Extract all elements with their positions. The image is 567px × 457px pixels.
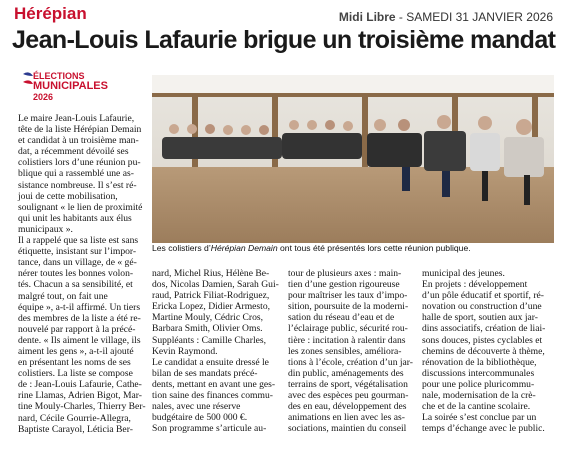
article-line: sation du réseau d’eau et de [288, 312, 395, 324]
article-line: che et de la cantine scolaire. [422, 401, 531, 413]
article-column-2 [152, 268, 280, 434]
article-line: en présentant les noms de ses [18, 357, 131, 369]
article-line: colistiers. La liste se compose [18, 368, 133, 380]
article-headline: Jean-Louis Lafaurie brigue un troisième mandat [12, 26, 556, 54]
article-line: dos, Nicolas Damien, Sarah Gui- [152, 279, 279, 291]
article-line: sons douces, pistes cyclables et [422, 334, 543, 346]
article-line: Kevin Raymond. [152, 345, 218, 357]
article-line: tés. Chacun a sa sensibilité, et [18, 279, 133, 291]
article-line: joui de cette mobilisation, [18, 190, 118, 202]
meeting-photo [152, 75, 554, 243]
article-line: des en eau, développement des [288, 401, 407, 413]
article-line: municipaux ». [18, 223, 73, 235]
article-line: Barbara Smith, Olivier Oms. [152, 323, 263, 335]
article-line: rine Llamas, Adrien Bigot, Mar- [18, 390, 142, 402]
article-line: nérer toutes les bonnes volon- [18, 268, 134, 280]
paper-name: Midi Libre [338, 10, 396, 24]
article-column-4 [422, 268, 553, 434]
meeting-photo-illustration [152, 75, 554, 243]
article-line: Le candidat a ensuite dressé le [152, 356, 269, 368]
logo-line-2: MUNICIPALES [33, 80, 108, 92]
article-line: terrains de sport, végétalisation [288, 378, 408, 390]
article-line: dents, mettant en avant une ges- [152, 378, 276, 390]
logo-line-3: 2026 [33, 92, 54, 102]
article-line: dat, a récemment dévoilé ses [18, 146, 129, 158]
article-line: tance, dans un village, de « gé- [18, 257, 137, 269]
article-line: nard, Cécile Gourrie-Allegra, [18, 412, 131, 424]
article-line: Martine Mouly, Cédric Cros, [152, 312, 264, 324]
article-line: tine Mouly-Charles, Thierry Ber- [18, 401, 146, 413]
article-line: Baptiste Carayol, Léticia Ber- [18, 423, 133, 435]
article-column-1 [18, 113, 146, 435]
caption-post: ont tous été présentés lors cette réunion publique. [277, 243, 471, 253]
article-line: Ericka Lopez, Didier Armesto, [152, 301, 271, 313]
article-line: novation ou construction d’une [422, 301, 542, 313]
article-column-3 [288, 268, 416, 434]
article-line: dente. « Ils aiment le village, ils [18, 334, 141, 346]
article-line: pour maîtriser les taux d’impo- [288, 290, 408, 302]
article-line: de : Jean-Louis Lafaurie, Cathe- [18, 379, 142, 391]
article-line: colistiers lors d’une réunion pu- [18, 157, 141, 169]
masthead-sep: - [395, 10, 407, 24]
article-line: tière : incitation à ralentir dans [288, 334, 406, 346]
article-line: dins associatifs, création de liai- [422, 323, 546, 335]
issue-date: SAMEDI 31 JANVIER 2026 [406, 10, 553, 24]
article-line: En projets : développement [422, 279, 528, 291]
article-line: des membres de la liste a été re- [18, 312, 141, 324]
article-line: budgétaire de 500 000 €. [152, 412, 248, 424]
caption-pre: Les colistiers d’ [152, 243, 211, 253]
article-line: sition, poursuite de la moderni- [288, 301, 409, 313]
article-line: discussions intercommunales [422, 367, 535, 379]
article-line: chemins de découverte à thème, [422, 345, 545, 357]
article-line: tour de plusieurs axes : main- [288, 268, 402, 279]
article-line: animations en lien avec les as- [288, 412, 405, 424]
elections-logo [17, 68, 137, 118]
article-line: municipal des jeunes. [422, 268, 505, 279]
article-line: nard, Michel Rius, Hélène Be- [152, 268, 270, 279]
article-line: Suppléants : Camille Charles, [152, 334, 267, 346]
article-line: Son programme s’articule au- [152, 423, 267, 435]
article-line: équipe », a-t-il affirmé. Un tiers [18, 301, 141, 313]
article-line: nales, avec une réserve [152, 401, 241, 413]
article-line: raud, Patrick Filiat-Rodriguez, [152, 290, 270, 302]
photo-caption [152, 243, 556, 254]
article-line: rénovation de la bibliothèque, [422, 356, 537, 368]
article-line: Il a rappelé que sa liste est sans [18, 235, 139, 247]
article-line: aiment les gens », a-t-il ajouté [18, 345, 134, 357]
article-line: tien d’une gestion rigoureuse [288, 279, 400, 291]
article-line: nale, modernisation de la crè- [422, 390, 536, 402]
article-line: sociations, maintien du conseil [288, 423, 407, 435]
article-line: din public, aménagements des [288, 367, 404, 379]
article-line: tions à l’école, création d’un jar- [288, 356, 414, 368]
kicker-town: Hérépian [14, 4, 87, 23]
article-line: sistance nombreuse. Il s’est ré- [18, 179, 137, 191]
article-line: l’éclairage public, sécurité rou- [288, 323, 408, 335]
article-line: pour une police pluricommu- [422, 378, 535, 390]
article-line: les zones sensibles, améliora- [288, 345, 402, 357]
article-line: bilan de ses mandats précé- [152, 367, 258, 379]
article-line: tion saine des finances commu- [152, 390, 273, 402]
article-line: qui unit les habitants aux élus [18, 212, 132, 224]
article-line: étiquette, insistant sur l’impor- [18, 246, 137, 258]
caption-list-name: Hérépian Demain [210, 243, 278, 253]
masthead [339, 10, 553, 24]
article-line: nouvelé par rapport à la précé- [18, 323, 136, 335]
article-line: et candidat à un troisième man- [18, 135, 139, 147]
article-line: halle de sport, soutien aux jar- [422, 312, 538, 324]
article-line: avec des espèces peu gourman- [288, 390, 409, 402]
article-line: Le maire Jean-Louis Lafaurie, [18, 113, 135, 124]
article-line: temps d’échange avec le public. [422, 423, 545, 435]
article-line: d’un pôle éducatif et sportif, ré- [422, 290, 545, 302]
article-line: blique qui a rassemblé une as- [18, 168, 134, 180]
article-line: La soirée s’est conclue par un [422, 412, 537, 424]
logo-line-1: ÉLECTIONS [33, 71, 85, 81]
article-line: tête de la liste Hérépian Demain [18, 124, 142, 136]
article-line: soulignant « le lien de proximité [18, 201, 143, 213]
article-line: malgré tout, on fait une [18, 290, 108, 302]
